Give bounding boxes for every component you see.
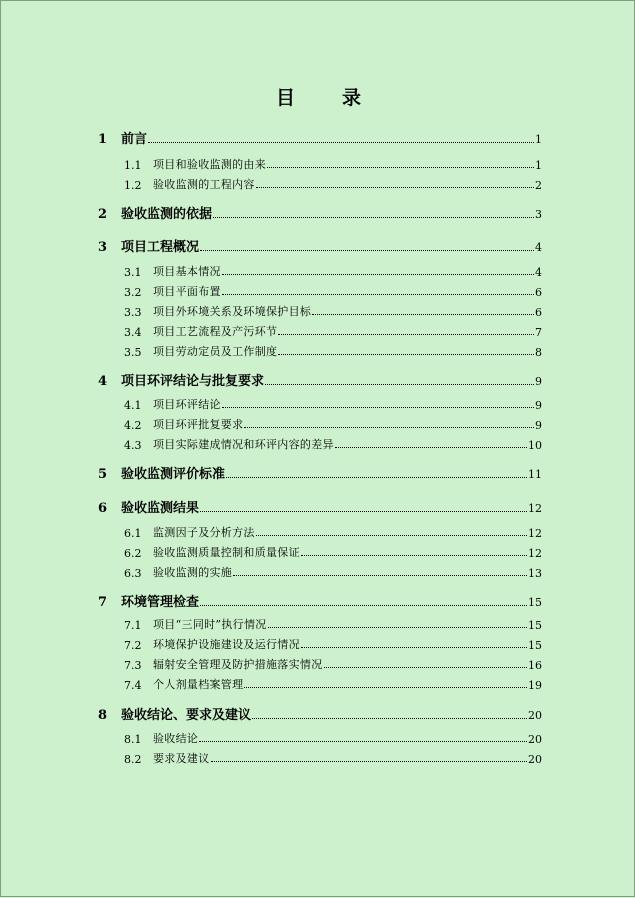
dot-leader [244, 427, 534, 428]
entry-page-number: 12 [528, 547, 542, 560]
entry-title: 项目平面布置 [153, 285, 221, 298]
entry-title: 环境保护设施建设及运行情况 [153, 638, 300, 651]
toc-section-entry[interactable] [124, 564, 542, 580]
entry-number: 8.2 [124, 753, 142, 766]
entry-page-number: 15 [528, 639, 542, 652]
entry-number: 1.2 [124, 179, 142, 192]
toc-section-entry[interactable] [124, 524, 542, 540]
entry-title: 个人剂量档案管理 [153, 678, 244, 691]
dot-leader [222, 407, 534, 408]
entry-number: 3.5 [124, 346, 142, 359]
entry-title: 项目实际建成情况和环评内容的差异 [153, 438, 334, 451]
dot-leader [312, 314, 534, 315]
entry-title: 验收监测的实施 [153, 566, 233, 579]
entry-number: 4.2 [124, 419, 142, 432]
dot-leader [252, 718, 527, 719]
dot-leader [200, 511, 527, 512]
dot-leader [256, 187, 534, 188]
entry-title: 项目基本情况 [153, 265, 221, 278]
entry-title: 项目环评结论与批复要求 [121, 374, 265, 389]
dot-leader [324, 667, 528, 668]
entry-title: 验收结论 [153, 732, 199, 745]
entry-number: 2 [98, 207, 108, 222]
entry-page-number: 6 [535, 306, 542, 319]
entry-title: 验收监测评价标准 [121, 467, 226, 482]
toc-section-entry[interactable] [124, 636, 542, 652]
toc-section-entry[interactable] [124, 263, 542, 279]
entry-page-number: 10 [528, 439, 542, 452]
entry-number: 3 [98, 240, 108, 255]
entry-page-number: 3 [535, 208, 542, 221]
entry-page-number: 4 [535, 266, 542, 279]
toc-section-entry[interactable] [124, 676, 542, 692]
entry-title: 项目和验收监测的由来 [153, 158, 266, 171]
toc-chapter-entry[interactable] [98, 203, 542, 222]
entry-number: 6.3 [124, 567, 142, 580]
entry-title: 项目劳动定员及工作制度 [153, 345, 278, 358]
dot-leader [211, 761, 528, 762]
entry-title: 前言 [121, 132, 148, 147]
entry-number: 5 [98, 467, 108, 482]
entry-page-number: 7 [535, 326, 542, 339]
entry-number: 7.3 [124, 659, 142, 672]
entry-number: 4.3 [124, 439, 142, 452]
entry-number: 7.1 [124, 619, 142, 632]
entry-page-number: 9 [535, 399, 542, 412]
toc-chapter-entry[interactable] [98, 463, 542, 482]
toc-chapter-entry[interactable] [98, 236, 542, 255]
toc-section-entry[interactable] [124, 416, 542, 432]
entry-number: 8.1 [124, 733, 142, 746]
dot-leader [148, 142, 534, 143]
entry-number: 7.4 [124, 679, 142, 692]
entry-page-number: 19 [528, 679, 542, 692]
entry-title: 项目工程概况 [121, 240, 200, 255]
toc-section-entry[interactable] [124, 303, 542, 319]
dot-leader [278, 354, 534, 355]
entry-title: 项目环评批复要求 [153, 418, 244, 431]
entry-title: 验收监测的工程内容 [153, 178, 255, 191]
entry-title: 项目环评结论 [153, 398, 221, 411]
toc-section-entry[interactable] [124, 436, 542, 452]
entry-title: 环境管理检查 [121, 595, 200, 610]
dot-leader [233, 575, 527, 576]
dot-leader [213, 217, 534, 218]
toc-chapter-entry[interactable] [98, 704, 542, 723]
toc-section-entry[interactable] [124, 396, 542, 412]
entry-number: 4 [98, 374, 108, 389]
toc-chapter-entry[interactable] [98, 128, 542, 147]
entry-number: 4.1 [124, 399, 142, 412]
dot-leader [200, 250, 534, 251]
dot-leader [244, 687, 527, 688]
dot-leader [256, 535, 527, 536]
entry-number: 3.4 [124, 326, 142, 339]
dot-leader [222, 274, 534, 275]
entry-number: 6.2 [124, 547, 142, 560]
dot-leader [199, 741, 527, 742]
entry-page-number: 4 [535, 241, 542, 254]
entry-number: 3.2 [124, 286, 142, 299]
entry-page-number: 15 [528, 596, 542, 609]
dot-leader [301, 647, 527, 648]
dot-leader [268, 627, 527, 628]
entry-page-number: 20 [528, 733, 542, 746]
dot-leader [301, 555, 527, 556]
entry-title: 辐射安全管理及防护措施落实情况 [153, 658, 323, 671]
entry-number: 3.1 [124, 266, 142, 279]
toc-section-entry[interactable] [124, 750, 542, 766]
entry-page-number: 13 [528, 567, 542, 580]
toc-section-entry[interactable] [124, 656, 542, 672]
entry-title: 项目“三同时”执行情况 [153, 618, 267, 631]
entry-title: 验收监测的依据 [121, 207, 213, 222]
toc-section-entry[interactable] [124, 323, 542, 339]
entry-page-number: 6 [535, 286, 542, 299]
entry-page-number: 12 [528, 502, 542, 515]
entry-title: 验收结论、要求及建议 [121, 708, 252, 723]
entry-page-number: 9 [535, 375, 542, 388]
entry-page-number: 8 [535, 346, 542, 359]
entry-page-number: 1 [535, 159, 542, 172]
entry-title: 验收监测质量控制和质量保证 [153, 546, 300, 559]
toc-section-entry[interactable] [124, 730, 542, 746]
dot-leader [267, 167, 534, 168]
toc-section-entry[interactable] [124, 544, 542, 560]
entry-page-number: 9 [535, 419, 542, 432]
dot-leader [226, 477, 527, 478]
toc-chapter-entry[interactable] [98, 497, 542, 516]
entry-page-number: 16 [528, 659, 542, 672]
entry-number: 1 [98, 132, 108, 147]
dot-leader [335, 447, 527, 448]
entry-number: 7 [98, 595, 108, 610]
entry-title: 要求及建议 [153, 752, 210, 765]
dot-leader [278, 334, 534, 335]
entry-number: 7.2 [124, 639, 142, 652]
toc-section-entry[interactable] [124, 283, 542, 299]
entry-number: 3.3 [124, 306, 142, 319]
entry-title: 验收监测结果 [121, 501, 200, 516]
toc-chapter-entry[interactable] [98, 370, 542, 389]
entry-page-number: 11 [528, 468, 542, 481]
toc-chapter-entry[interactable] [98, 591, 542, 610]
toc-section-entry[interactable] [124, 616, 542, 632]
entry-page-number: 12 [528, 527, 542, 540]
toc-section-entry[interactable] [124, 343, 542, 359]
entry-page-number: 2 [535, 179, 542, 192]
dot-leader [222, 294, 534, 295]
entry-page-number: 20 [528, 709, 542, 722]
entry-title: 项目外环境关系及环境保护目标 [153, 305, 312, 318]
table-of-contents [1, 1, 635, 898]
entry-page-number: 20 [528, 753, 542, 766]
toc-section-entry[interactable] [124, 176, 542, 192]
entry-title: 项目工艺流程及产污环节 [153, 325, 278, 338]
entry-page-number: 15 [528, 619, 542, 632]
entry-page-number: 1 [535, 133, 542, 146]
entry-number: 6 [98, 501, 108, 516]
entry-number: 6.1 [124, 527, 142, 540]
dot-leader [200, 605, 527, 606]
entry-title: 监测因子及分析方法 [153, 526, 255, 539]
toc-title: 目 录 [275, 87, 375, 109]
toc-section-entry[interactable] [124, 156, 542, 172]
dot-leader [265, 384, 534, 385]
entry-number: 8 [98, 708, 108, 723]
entry-number: 1.1 [124, 159, 142, 172]
